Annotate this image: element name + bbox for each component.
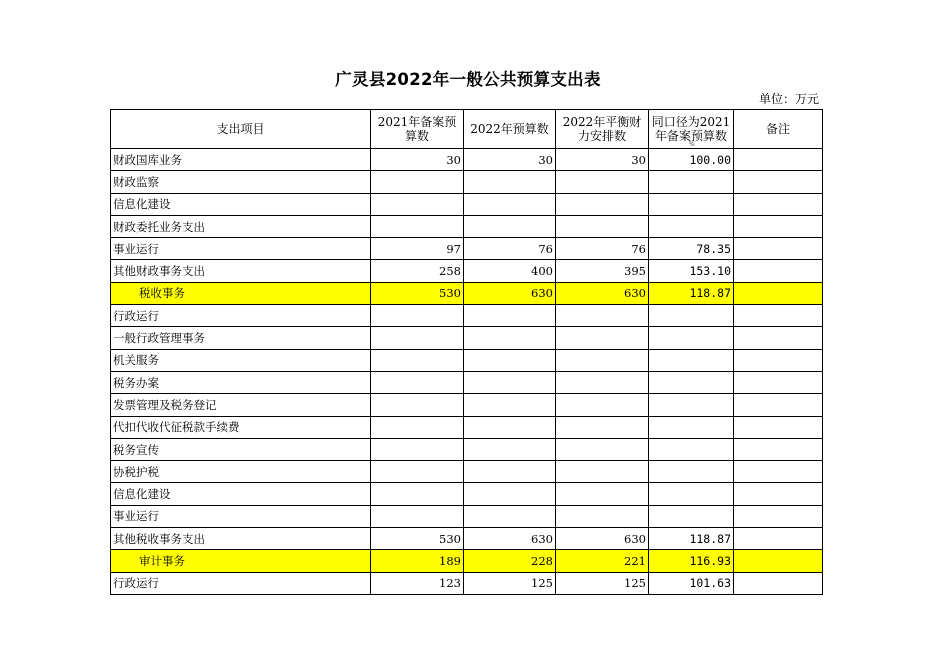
table-row: [111, 572, 823, 594]
cell-filed-2021: 123: [371, 572, 464, 594]
cell-balance-2022: 630: [556, 528, 649, 550]
table-body: [111, 149, 823, 595]
table-row: [111, 371, 823, 393]
cell-balance-2022: [556, 193, 649, 215]
table-row: [111, 238, 823, 260]
cell-remarks: [734, 349, 823, 371]
cell-budget-2022: [464, 394, 556, 416]
cell-filed-2021: [371, 416, 464, 438]
cell-remarks: [734, 260, 823, 282]
cell-ratio: 118.87: [649, 528, 734, 550]
cell-item-name: 代扣代收代征税款手续费: [111, 416, 371, 438]
cell-item-name: 财政监察: [111, 171, 371, 193]
table-row: [111, 438, 823, 460]
header-balance-2022: 2022年平衡财力安排数: [556, 110, 649, 149]
table-row-category: [111, 282, 823, 304]
cell-filed-2021: [371, 305, 464, 327]
cell-balance-2022: [556, 461, 649, 483]
cell-balance-2022: [556, 483, 649, 505]
table-row: [111, 171, 823, 193]
cell-ratio: [649, 461, 734, 483]
cell-balance-2022: 125: [556, 572, 649, 594]
cell-filed-2021: [371, 193, 464, 215]
cell-remarks: [734, 238, 823, 260]
cell-ratio: [649, 349, 734, 371]
table-row: [111, 193, 823, 215]
cell-balance-2022: [556, 171, 649, 193]
header-ratio: [649, 110, 734, 149]
cell-balance-2022: [556, 349, 649, 371]
cell-ratio: [649, 483, 734, 505]
table-row: [111, 461, 823, 483]
cell-filed-2021: [371, 461, 464, 483]
cell-remarks: [734, 505, 823, 527]
cell-remarks: [734, 483, 823, 505]
cell-item-name: 协税护税: [111, 461, 371, 483]
cell-budget-2022: [464, 193, 556, 215]
table-row-category: [111, 550, 823, 572]
cell-item-name: 信息化建设: [111, 193, 371, 215]
cell-ratio: [649, 171, 734, 193]
cell-balance-2022: 221: [556, 550, 649, 572]
table-row: [111, 215, 823, 237]
cell-filed-2021: [371, 215, 464, 237]
cell-ratio: [649, 371, 734, 393]
cell-ratio: [649, 416, 734, 438]
cell-budget-2022: [464, 327, 556, 349]
cell-remarks: [734, 149, 823, 171]
cell-budget-2022: 125: [464, 572, 556, 594]
cell-ratio: [649, 394, 734, 416]
cell-item-name: 财政委托业务支出: [111, 215, 371, 237]
cell-balance-2022: 395: [556, 260, 649, 282]
cell-filed-2021: [371, 171, 464, 193]
budget-table: [110, 109, 823, 595]
table-row: [111, 260, 823, 282]
cell-budget-2022: [464, 416, 556, 438]
cell-remarks: [734, 394, 823, 416]
cell-budget-2022: [464, 215, 556, 237]
cell-budget-2022: [464, 505, 556, 527]
cell-remarks: [734, 371, 823, 393]
cell-filed-2021: [371, 327, 464, 349]
cell-item-name: 财政国库业务: [111, 149, 371, 171]
cell-remarks: [734, 438, 823, 460]
cell-balance-2022: [556, 327, 649, 349]
cell-budget-2022: [464, 461, 556, 483]
cell-ratio: [649, 193, 734, 215]
cell-ratio: [649, 215, 734, 237]
table-row: [111, 327, 823, 349]
table-header-row: [111, 110, 823, 149]
cell-item-name: 行政运行: [111, 305, 371, 327]
cell-ratio: 78.35: [649, 238, 734, 260]
cell-filed-2021: 530: [371, 528, 464, 550]
cell-item-name: 税务办案: [111, 371, 371, 393]
cell-filed-2021: [371, 483, 464, 505]
header-remarks: 备注: [734, 110, 823, 149]
cell-filed-2021: 530: [371, 282, 464, 304]
cell-remarks: [734, 215, 823, 237]
cell-remarks: [734, 416, 823, 438]
cell-item-name: 税收事务: [111, 282, 371, 304]
cell-budget-2022: 76: [464, 238, 556, 260]
cell-item-name: 事业运行: [111, 505, 371, 527]
cell-item-name: 审计事务: [111, 550, 371, 572]
cell-ratio: 101.63: [649, 572, 734, 594]
cell-remarks: [734, 171, 823, 193]
cell-balance-2022: [556, 305, 649, 327]
cell-ratio: [649, 305, 734, 327]
cell-item-name: 机关服务: [111, 349, 371, 371]
cell-filed-2021: 189: [371, 550, 464, 572]
cell-item-name: 其他财政事务支出: [111, 260, 371, 282]
header-ratio-text: 同口径为2021年备案预算数: [651, 115, 731, 143]
cell-filed-2021: [371, 349, 464, 371]
table-row: [111, 305, 823, 327]
cell-item-name: 税务宣传: [111, 438, 371, 460]
cell-budget-2022: 228: [464, 550, 556, 572]
cell-remarks: [734, 305, 823, 327]
cell-balance-2022: 30: [556, 149, 649, 171]
table-row: [111, 149, 823, 171]
cell-item-name: 行政运行: [111, 572, 371, 594]
cell-item-name: 发票管理及税务登记: [111, 394, 371, 416]
cell-filed-2021: [371, 371, 464, 393]
cell-balance-2022: [556, 394, 649, 416]
cell-filed-2021: [371, 505, 464, 527]
table-row: [111, 528, 823, 550]
cell-ratio: [649, 327, 734, 349]
cell-filed-2021: [371, 394, 464, 416]
cell-filed-2021: 258: [371, 260, 464, 282]
cell-budget-2022: [464, 171, 556, 193]
cell-balance-2022: 630: [556, 282, 649, 304]
cell-budget-2022: [464, 305, 556, 327]
cell-item-name: 事业运行: [111, 238, 371, 260]
table-row: [111, 394, 823, 416]
header-filed-2021: 2021年备案预算数: [371, 110, 464, 149]
cell-budget-2022: 630: [464, 528, 556, 550]
header-budget-2022: 2022年预算数: [464, 110, 556, 149]
cell-item-name: 一般行政管理事务: [111, 327, 371, 349]
cell-ratio: 153.10: [649, 260, 734, 282]
cell-budget-2022: [464, 483, 556, 505]
cell-balance-2022: [556, 215, 649, 237]
cell-remarks: [734, 528, 823, 550]
cell-budget-2022: [464, 371, 556, 393]
header-ratio-tick: %: [689, 141, 695, 148]
table-row: [111, 349, 823, 371]
cell-budget-2022: [464, 438, 556, 460]
cell-ratio: 118.87: [649, 282, 734, 304]
cell-remarks: [734, 550, 823, 572]
cell-budget-2022: 30: [464, 149, 556, 171]
cell-filed-2021: [371, 438, 464, 460]
cell-ratio: 116.93: [649, 550, 734, 572]
cell-ratio: [649, 505, 734, 527]
header-item: 支出项目: [111, 110, 371, 149]
cell-remarks: [734, 461, 823, 483]
cell-remarks: [734, 193, 823, 215]
unit-label: 单位：万元: [758, 92, 819, 106]
table-row: [111, 416, 823, 438]
cell-filed-2021: 97: [371, 238, 464, 260]
cell-budget-2022: 400: [464, 260, 556, 282]
cell-item-name: 其他税收事务支出: [111, 528, 371, 550]
cell-ratio: [649, 438, 734, 460]
table-row: [111, 483, 823, 505]
cell-filed-2021: 30: [371, 149, 464, 171]
table-row: [111, 505, 823, 527]
document-title: 广灵县2022年一般公共预算支出表: [335, 70, 601, 89]
cell-budget-2022: 630: [464, 282, 556, 304]
cell-balance-2022: [556, 371, 649, 393]
cell-balance-2022: [556, 505, 649, 527]
cell-budget-2022: [464, 349, 556, 371]
cell-item-name: 信息化建设: [111, 483, 371, 505]
cell-balance-2022: [556, 416, 649, 438]
cell-balance-2022: 76: [556, 238, 649, 260]
cell-balance-2022: [556, 438, 649, 460]
cell-ratio: 100.00: [649, 149, 734, 171]
cell-remarks: [734, 572, 823, 594]
cell-remarks: [734, 327, 823, 349]
cell-remarks: [734, 282, 823, 304]
